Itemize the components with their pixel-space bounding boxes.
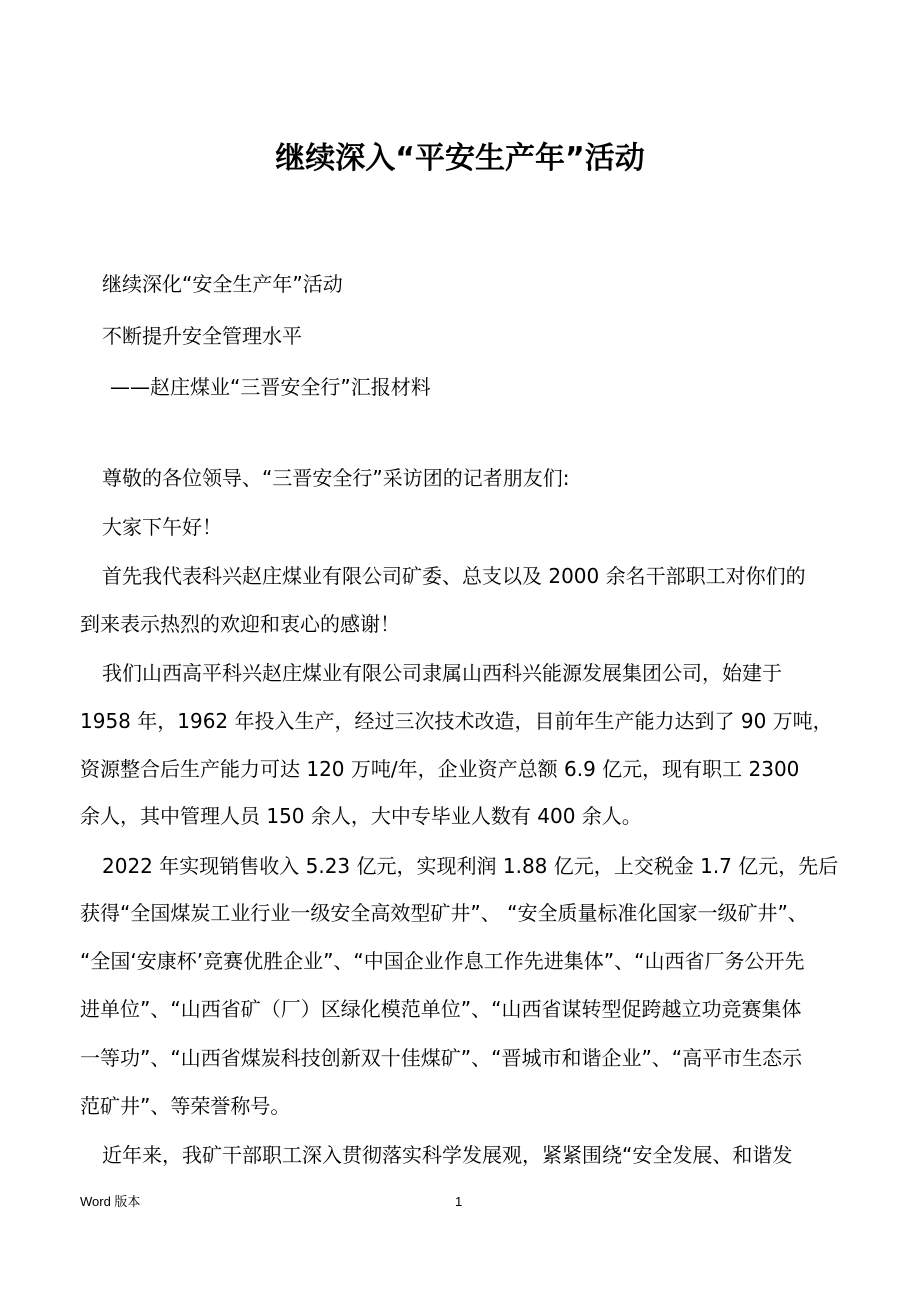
- paragraph-2-line-4: 余人，其中管理人员 150 余人，大中专毕业人数有 400 余人。: [80, 804, 642, 828]
- page-number: 1: [455, 1194, 463, 1209]
- paragraph-1-line-2: 到来表示热烈的欢迎和衷心的感谢！: [80, 612, 400, 636]
- paragraph-3-line-3: “全国‘安康杯’竞赛优胜企业”、“中国企业作息工作先进集体”、“山西省厂务公开先: [80, 949, 805, 973]
- greeting: 大家下午好！: [102, 515, 222, 539]
- heading-line-2: 不断提升安全管理水平: [102, 324, 302, 348]
- paragraph-3-line-4: 进单位”、“山西省矿（厂）区绿化模范单位”、“山西省谋转型促跨越立功竞赛集体: [80, 997, 802, 1021]
- heading-line-1: 继续深化“安全生产年”活动: [102, 272, 343, 296]
- paragraph-2-line-1: 我们山西高平科兴赵庄煤业有限公司隶属山西科兴能源发展集团公司，始建于: [102, 661, 782, 685]
- paragraph-3-line-6: 范矿井”、等荣誉称号。: [80, 1094, 291, 1118]
- paragraph-4-line-1: 近年来，我矿干部职工深入贯彻落实科学发展观，紧紧围绕“安全发展、和谐发: [102, 1143, 793, 1167]
- paragraph-3-line-2: 获得“全国煤炭工业行业一级安全高效型矿井”、 “安全质量标准化国家一级矿井”、: [80, 901, 808, 925]
- paragraph-3-line-1: 2022 年实现销售收入 5.23 亿元，实现利润 1.88 亿元，上交税金 1.7 亿元，先后: [102, 854, 839, 878]
- paragraph-1-line-1: 首先我代表科兴赵庄煤业有限公司矿委、总支以及 2000 余名干部职工对你们的: [102, 564, 806, 588]
- paragraph-2-line-2: 1958 年，1962 年投入生产，经过三次技术改造，目前年生产能力达到了 90 万吨，: [80, 709, 833, 733]
- footer-label: Word 版本: [80, 1194, 141, 1209]
- paragraph-2-line-3: 资源整合后生产能力可达 120 万吨/年，企业资产总额 6.9 亿元，现有职工 2300: [80, 757, 800, 781]
- document-title: 继续深入“平安生产年”活动: [275, 141, 645, 176]
- paragraph-3-line-5: 一等功”、“山西省煤炭科技创新双十佳煤矿”、“晋城市和谐企业”、“高平市生态示: [80, 1046, 803, 1070]
- salutation: 尊敬的各位领导、“三晋安全行”采访团的记者朋友们:: [102, 466, 570, 490]
- heading-line-3: ——赵庄煤业“三晋安全行”汇报材料: [110, 375, 431, 399]
